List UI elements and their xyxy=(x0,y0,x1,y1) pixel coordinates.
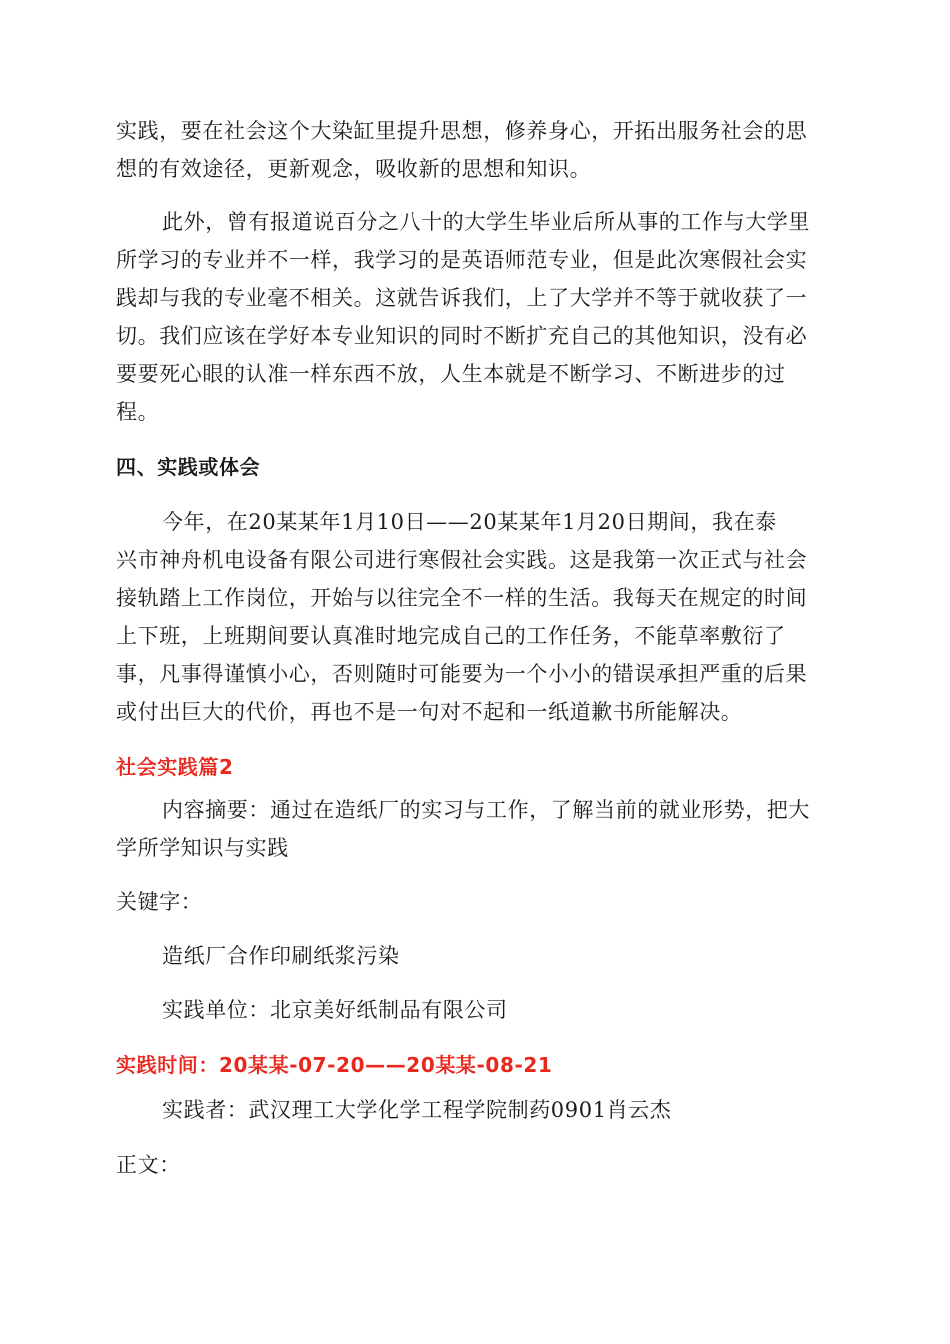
paragraph-line: 上下班，上班期间要认真准时地完成自己的工作任务，不能草率敷衍了 xyxy=(116,624,786,648)
section-heading: 四、实践或体会 xyxy=(116,455,261,479)
practice-time: 实践时间：20某某-07-20——20某某-08-21 xyxy=(116,1053,553,1077)
paragraph-line: 或付出巨大的代价，再也不是一句对不起和一纸道歉书所能解决。 xyxy=(116,700,743,724)
practice-author: 实践者：武汉理工大学化学工程学院制药0901肖云杰 xyxy=(162,1098,672,1122)
paragraph-line: 此外，曾有报道说百分之八十的大学生毕业后所从事的工作与大学里 xyxy=(162,210,810,234)
abstract-line: 内容摘要：通过在造纸厂的实习与工作，了解当前的就业形势，把大 xyxy=(162,798,810,822)
paragraph-line: 所学习的专业并不一样，我学习的是英语师范专业，但是此次寒假社会实 xyxy=(116,248,808,272)
paragraph-line: 接轨踏上工作岗位，开始与以往完全不一样的生活。我每天在规定的时间 xyxy=(116,586,808,610)
abstract-line: 学所学知识与实践 xyxy=(116,836,289,860)
practice-unit: 实践单位：北京美好纸制品有限公司 xyxy=(162,998,508,1022)
paragraph-line: 想的有效途径，更新观念，吸收新的思想和知识。 xyxy=(116,157,592,181)
body-label: 正文： xyxy=(116,1153,181,1177)
paragraph-line: 践却与我的专业毫不相关。这就告诉我们，上了大学并不等于就收获了一 xyxy=(116,286,808,310)
paragraph-line: 要要死心眼的认准一样东西不放，人生本就是不断学习、不断进步的过 xyxy=(116,362,786,386)
paragraph-line: 兴市神舟机电设备有限公司进行寒假社会实践。这是我第一次正式与社会 xyxy=(116,548,808,572)
paragraph-line: 程。 xyxy=(116,400,160,424)
keywords: 造纸厂合作印刷纸浆污染 xyxy=(162,944,400,968)
paragraph-line: 实践，要在社会这个大染缸里提升思想，修养身心，开拓出服务社会的思 xyxy=(116,119,808,143)
paragraph-line: 今年，在20某某年1月10日——20某某年1月20日期间，我在泰 xyxy=(162,510,777,534)
paragraph-line: 切。我们应该在学好本专业知识的同时不断扩充自己的其他知识，没有必 xyxy=(116,324,808,348)
keywords-label: 关键字： xyxy=(116,890,203,914)
paragraph-line: 事，凡事得谨慎小心，否则随时可能要为一个小小的错误承担严重的后果 xyxy=(116,662,808,686)
article-title: 社会实践篇2 xyxy=(116,755,234,779)
